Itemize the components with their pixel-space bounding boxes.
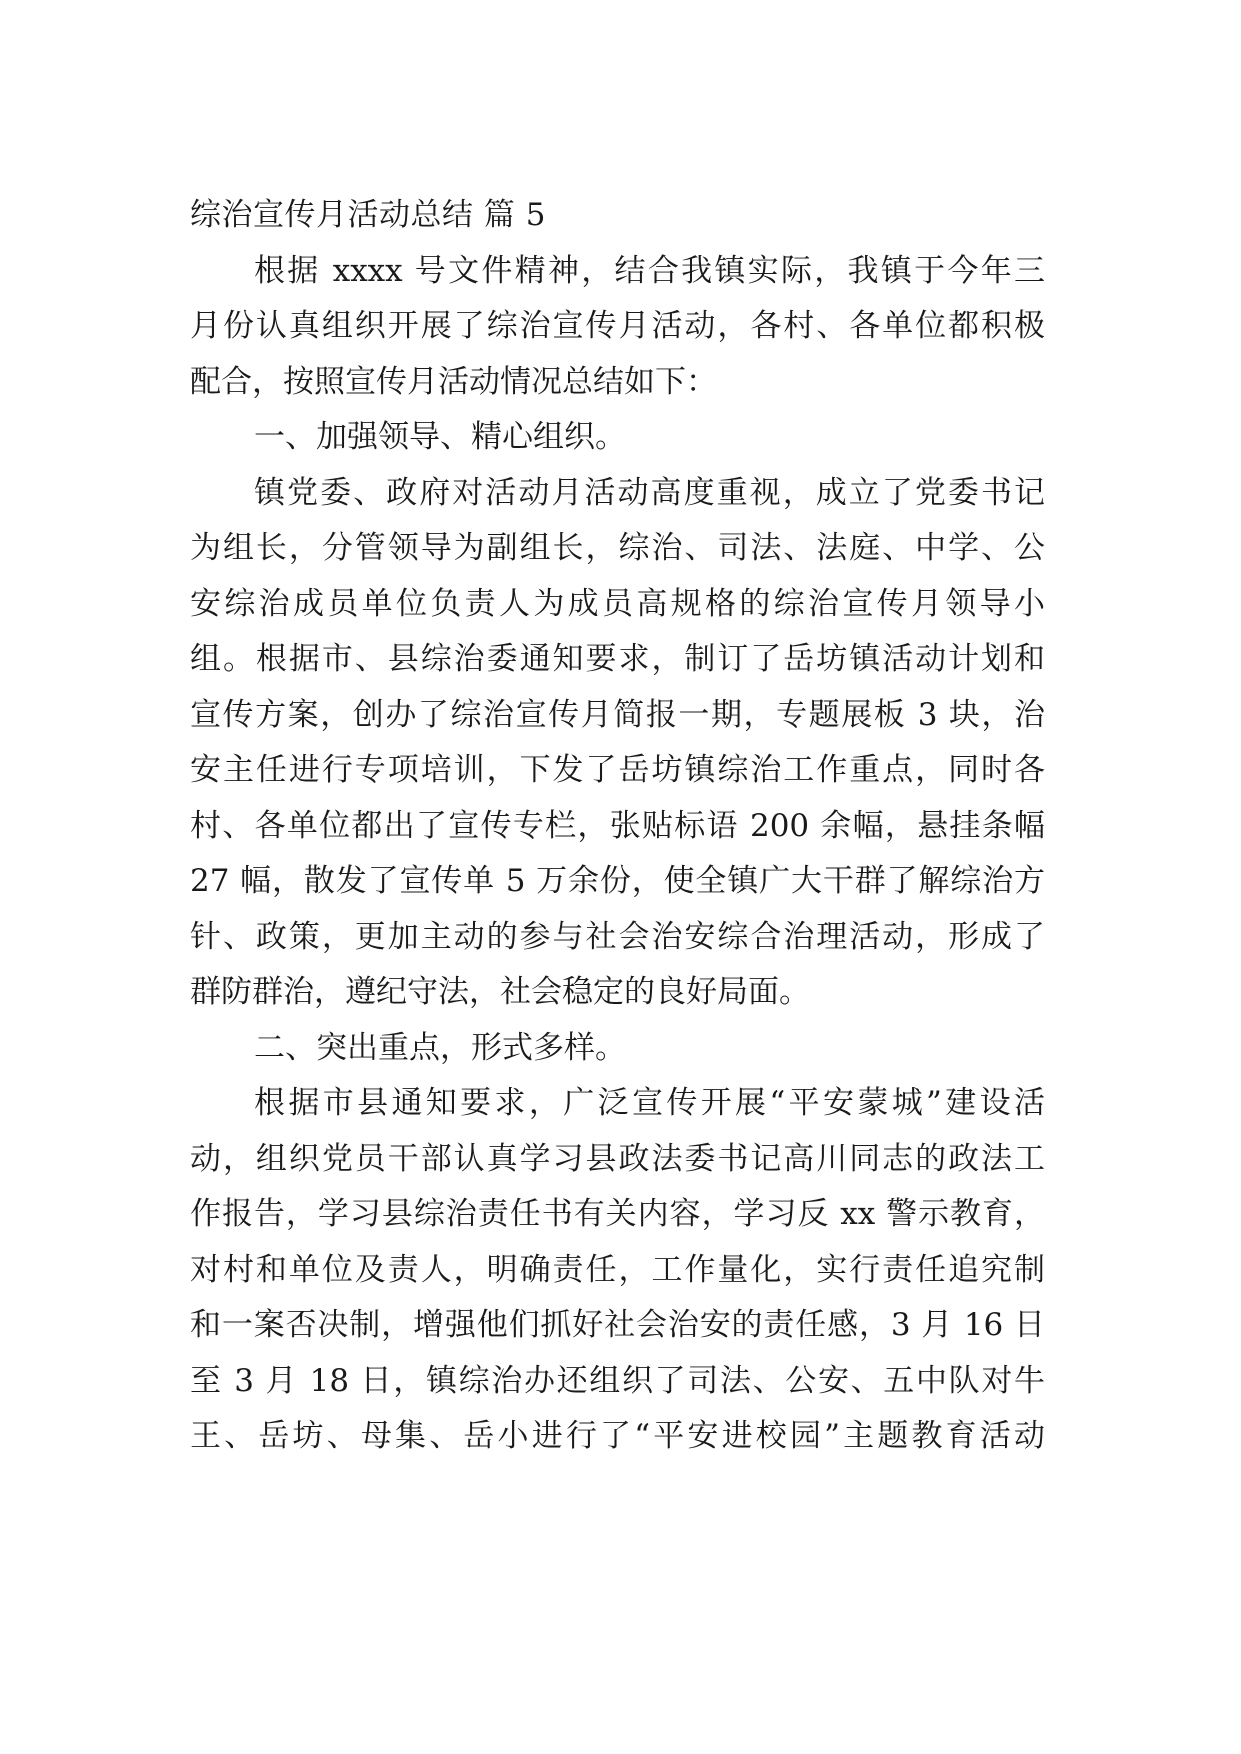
section-heading-1 <box>190 410 1045 466</box>
text-line: 宣传方案，创办了综治宣传月简报一期，专题展板 3 块，治 <box>190 696 1045 733</box>
text-line: 动，组织党员干部认真学习县政法委书记高川同志的政法工 <box>190 1140 1045 1177</box>
text-line: 对村和单位及责人，明确责任，工作量化，实行责任追究制 <box>190 1251 1045 1288</box>
document-body <box>190 188 1045 1465</box>
section-heading-text: 二、突出重点，形式多样。 <box>254 1029 626 1066</box>
text-line: 根据 xxxx 号文件精神，结合我镇实际，我镇于今年三 <box>254 252 1045 289</box>
text-line: 安主任进行专项培训，下发了岳坊镇综治工作重点，同时各 <box>190 752 1045 788</box>
paragraph-section-2 <box>190 1076 1045 1465</box>
text-line: 安综治成员单位负责人为成员高规格的综治宣传月领导小 <box>190 585 1045 622</box>
text-line: 村、各单位都出了宣传专栏，张贴标语 200 余幅，悬挂条幅 <box>190 807 1045 844</box>
text-line: 王、岳坊、母集、岳小进行了“平安进校园”主题教育活动 <box>190 1418 1045 1454</box>
section-heading-text: 一、加强领导、精心组织。 <box>254 419 626 455</box>
text-line: 27 幅，散发了宣传单 5 万余份，使全镇广大干群了解综治方 <box>190 863 1045 899</box>
text-line: 根据市县通知要求，广泛宣传开展“平安蒙城”建设活 <box>254 1085 1045 1121</box>
text-line: 针、政策，更加主动的参与社会治安综合治理活动，形成了 <box>190 918 1045 955</box>
paragraph-intro <box>190 244 1045 411</box>
text-line: 月份认真组织开展了综治宣传月活动，各村、各单位都积极 <box>190 308 1045 344</box>
text-line: 和一案否决制，增强他们抓好社会治安的责任感，3 月 16 日 <box>190 1307 1045 1343</box>
document-title: 综治宣传月活动总结 篇 5 <box>190 197 546 233</box>
paragraph-section-1 <box>190 466 1045 1021</box>
text-line: 组。根据市、县综治委通知要求，制订了岳坊镇活动计划和 <box>190 641 1045 677</box>
text-line: 镇党委、政府对活动月活动高度重视，成立了党委书记 <box>254 474 1045 511</box>
text-line: 作报告，学习县综治责任书有关内容，学习反 xx 警示教育， <box>190 1196 1045 1232</box>
text-line: 为组长，分管领导为副组长，综治、司法、法庭、中学、公 <box>190 530 1045 566</box>
section-heading-2 <box>190 1021 1045 1077</box>
text-line: 至 3 月 18 日，镇综治办还组织了司法、公安、五中队对牛 <box>190 1362 1045 1399</box>
text-line: 群防群治，遵纪守法，社会稳定的良好局面。 <box>190 974 810 1010</box>
text-line: 配合，按照宣传月活动情况总结如下： <box>190 363 717 400</box>
